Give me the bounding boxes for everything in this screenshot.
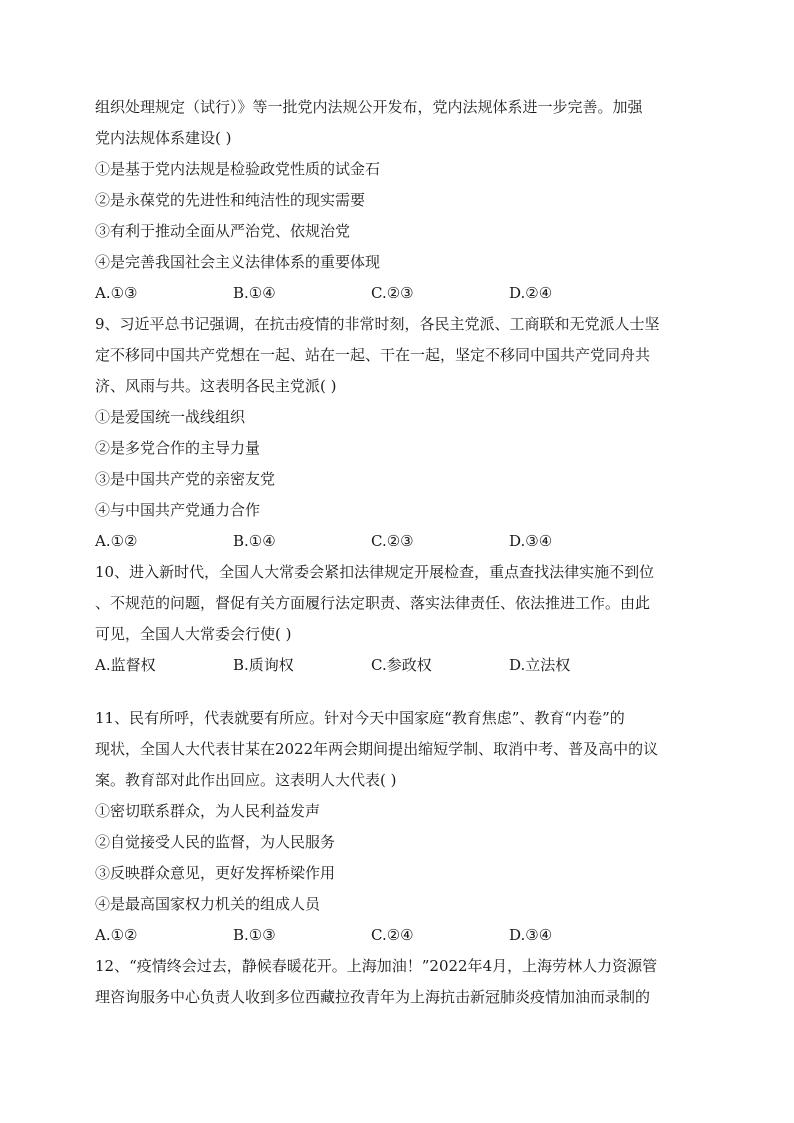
answer-options (95, 920, 705, 951)
question-text-line: 12、“疫情终会过去，静候春暖花开。上海加油！”2022年4月，上海劳林人力资源管 (95, 957, 658, 975)
statement-2: ②自觉接受人民的监督，为人民服务 (95, 833, 336, 851)
question-text-line: 可见，全国人大常委会行使( ) (95, 625, 292, 643)
option-a[interactable]: A.①③ (95, 284, 138, 302)
spacer (95, 681, 705, 703)
answer-options (95, 526, 705, 557)
option-d[interactable]: D.立法权 (509, 656, 571, 674)
question-text-line: 案。教育部对此作出回应。这表明人大代表( ) (95, 771, 397, 789)
option-a[interactable]: A.①② (95, 532, 138, 550)
exam-content (95, 92, 705, 1013)
question-text-line: 定不移同中国共产党想在一起、站在一起、干在一起，坚定不移同中国共产党同舟共 (95, 346, 651, 364)
statement-4: ④与中国共产党通力合作 (95, 501, 261, 519)
question-text-line: 10、进入新时代，全国人大常委会紧扣法律规定开展检查，重点查找法律实施不到位 (95, 563, 655, 581)
statement-1: ①密切联系群众，为人民利益发声 (95, 802, 321, 820)
question-10 (95, 557, 705, 681)
answer-options (95, 650, 705, 681)
option-b[interactable]: B.①③ (233, 926, 276, 944)
option-d[interactable]: D.②④ (509, 284, 553, 302)
question-text-line: 济、风雨与共。这表明各民主党派( ) (95, 377, 337, 395)
option-d[interactable]: D.③④ (509, 926, 553, 944)
question-12 (95, 951, 705, 1013)
statement-2: ②是多党合作的主导力量 (95, 439, 261, 457)
option-c[interactable]: C.②④ (371, 926, 414, 944)
question-text-line: 现状，全国人大代表甘某在2022年两会期间提出缩短学制、取消中考、普及高中的议 (95, 740, 659, 758)
statement-2: ②是永葆党的先进性和纯洁性的现实需要 (95, 191, 366, 209)
question-text-line: 党内法规体系建设( ) (95, 129, 232, 147)
answer-options (95, 278, 705, 309)
statement-1: ①是基于党内法规是检验政党性质的试金石 (95, 160, 381, 178)
option-a[interactable]: A.监督权 (95, 656, 156, 674)
question-9 (95, 309, 705, 557)
option-c[interactable]: C.②③ (371, 532, 414, 550)
statement-3: ③反映群众意见，更好发挥桥梁作用 (95, 864, 336, 882)
option-b[interactable]: B.质询权 (233, 656, 294, 674)
option-a[interactable]: A.①② (95, 926, 138, 944)
option-c[interactable]: C.②③ (371, 284, 414, 302)
option-b[interactable]: B.①④ (233, 532, 276, 550)
option-b[interactable]: B.①④ (233, 284, 276, 302)
option-d[interactable]: D.③④ (509, 532, 553, 550)
statement-4: ④是最高国家权力机关的组成人员 (95, 895, 321, 913)
statement-4: ④是完善我国社会主义法律体系的重要体现 (95, 253, 381, 271)
question-text-line: 组织处理规定（试行）》等一批党内法规公开发布，党内法规体系进一步完善。加强 (95, 98, 643, 116)
question-8 (95, 92, 705, 309)
option-c[interactable]: C.参政权 (371, 656, 432, 674)
question-text-line: 11、民有所呼，代表就要有所应。针对今天中国家庭“教育焦虑”、教育“内卷”的 (95, 709, 625, 727)
statement-3: ③是中国共产党的亲密友党 (95, 470, 276, 488)
statement-1: ①是爱国统一战线组织 (95, 408, 246, 426)
question-text-line: 理咨询服务中心负责人收到多位西藏拉孜青年为上海抗击新冠肺炎疫情加油而录制的 (95, 988, 651, 1006)
question-11 (95, 703, 705, 951)
question-text-line: 、不规范的问题，督促有关方面履行法定职责、落实法律责任、依法推进工作。由此 (95, 594, 651, 612)
statement-3: ③有利于推动全面从严治党、依规治党 (95, 222, 351, 240)
question-text-line: 9、习近平总书记强调，在抗击疫情的非常时刻，各民主党派、工商联和无党派人士坚 (95, 315, 660, 333)
